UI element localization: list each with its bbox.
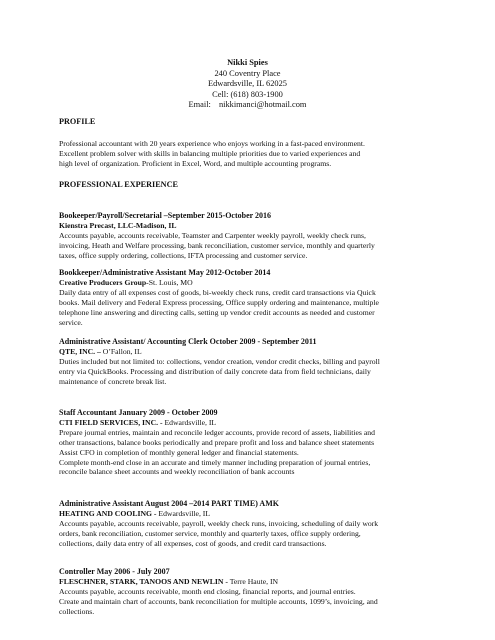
job-description-line: Assist CFO in completion of monthly general ledger and financial statements. [59, 447, 299, 457]
job-description-line: books. Mail delivery and Federal Express processing, Office supply ordering and maintenance, multiple [59, 297, 379, 307]
job-entry [59, 268, 444, 327]
profile-line: Excellent problem solver with skills in balancing multiple priorities due to varied experiences and [59, 148, 361, 158]
job-description-line: Complete month-end close in an accurate and timely manner including preparation of journal entries, [59, 457, 371, 467]
profile-heading: PROFILE [59, 117, 96, 126]
job-title: Bookkeeper/Administrative Assistant May 2012-October 2014 [59, 268, 271, 277]
job-description-line: collections, daily data entry of all expenses, cost of goods, and credit card transactions. [59, 538, 327, 548]
job-entry [59, 567, 444, 617]
job-description-line: taxes, office supply ordering, collections, IFTA processing and customer service. [59, 250, 308, 260]
job-company: CTI FIELD SERVICES, INC. - Edwardsville, IL [59, 417, 217, 427]
job-entry [59, 408, 444, 477]
email-line [0, 100, 495, 111]
job-description-line: Accounts payable, accounts receivable, month end closing, financial reports, and journal entries. [59, 586, 356, 596]
address-line-1: 240 Coventry Place [214, 68, 281, 78]
experience-heading-block [59, 180, 444, 190]
profile-heading-block [59, 117, 444, 127]
job-title: Staff Accountant January 2009 - October 2009 [59, 408, 218, 417]
email-address: nikkimanci@hotmail.com [218, 100, 307, 110]
job-title: Controller May 2006 - July 2007 [59, 567, 170, 576]
job-company: Creative Producers Group-St. Louis, MO [59, 277, 193, 287]
job-description-line: collections. [59, 606, 95, 616]
job-description-line: Accounts payable, accounts receivable, Teamster and Carpenter weekly payroll, weekly check runs, [59, 230, 366, 240]
job-description-line: other transactions, balance books periodically and prepare profit and loss and balance sheet statements [59, 437, 375, 447]
job-title: Bookeeper/Payroll/Secretarial –September 2015-October 2016 [59, 211, 272, 220]
job-company: HEATING AND COOLING - Edwardsville, IL [59, 508, 211, 518]
email-label: Email: [188, 100, 211, 110]
job-entry [59, 499, 444, 549]
job-title: Administrative Assistant/ Accounting Clerk October 2009 - September 2011 [59, 337, 317, 346]
job-description-line: Prepare journal entries, maintain and reconcile ledger accounts, provide record of assets, liabilities and [59, 427, 375, 437]
job-description-line: entry via QuickBooks. Processing and distribution of daily concrete data from field technicians, daily [59, 366, 371, 376]
job-company: QTE, INC. – O’Fallon, IL [59, 346, 142, 356]
job-description-line: orders, bank reconciliation, customer service, monthly and quarterly taxes, office supply ordering, [59, 528, 361, 538]
job-company: Kienstra Precast, LLC-Madison, IL [59, 220, 177, 230]
profile-line: high level of organization. Proficient in Excel, Word, and multiple accounting programs. [59, 158, 332, 168]
job-description-line: reconcile balance sheet accounts and weekly reconciliation of bank accounts [59, 467, 295, 477]
job-description-line: Duties included but not limited to: collections, vendor creation, vendor credit checks, billing and payroll [59, 356, 380, 366]
job-title: Administrative Assistant August 2004 –2014 PART TIME) AMK [59, 499, 279, 508]
address-line-2: Edwardsville, IL 62025 [207, 79, 287, 89]
job-description-line: Create and maintain chart of accounts, bank reconciliation for multiple accounts, 1099’s, invoicing, and [59, 596, 378, 606]
job-entry [59, 337, 444, 387]
applicant-name: Nikki Spies [227, 58, 268, 67]
job-entry [59, 211, 444, 261]
profile-line: Professional accountant with 20 years experience who enjoys working in a fast-paced environment. [59, 139, 365, 148]
job-company: FLESCHNER, STARK, TANOOS AND NEWLIN - Terre Haute, IN [59, 576, 279, 586]
job-description-line: Daily data entry of all expenses cost of goods, bi-weekly check runs, credit card transactions via Quick [59, 287, 376, 297]
job-description-line: maintenance of concrete break list. [59, 376, 167, 386]
job-description-line: telephone line answering and directing calls, setting up vendor credit accounts as needed and customer [59, 307, 375, 317]
job-description-line: service. [59, 317, 83, 327]
profile-text [59, 139, 444, 169]
job-description-line: invoicing, Heath and Welfare processing, bank reconciliation, customer service, monthly and quarterly [59, 240, 375, 250]
job-description-line: Accounts payable, accounts receivable, payroll, weekly check runs, invoicing, scheduling of daily work [59, 518, 379, 528]
cell-phone: Cell: (618) 803-1900 [212, 89, 283, 99]
experience-heading: PROFESSIONAL EXPERIENCE [59, 180, 178, 189]
contact-header [0, 58, 495, 111]
